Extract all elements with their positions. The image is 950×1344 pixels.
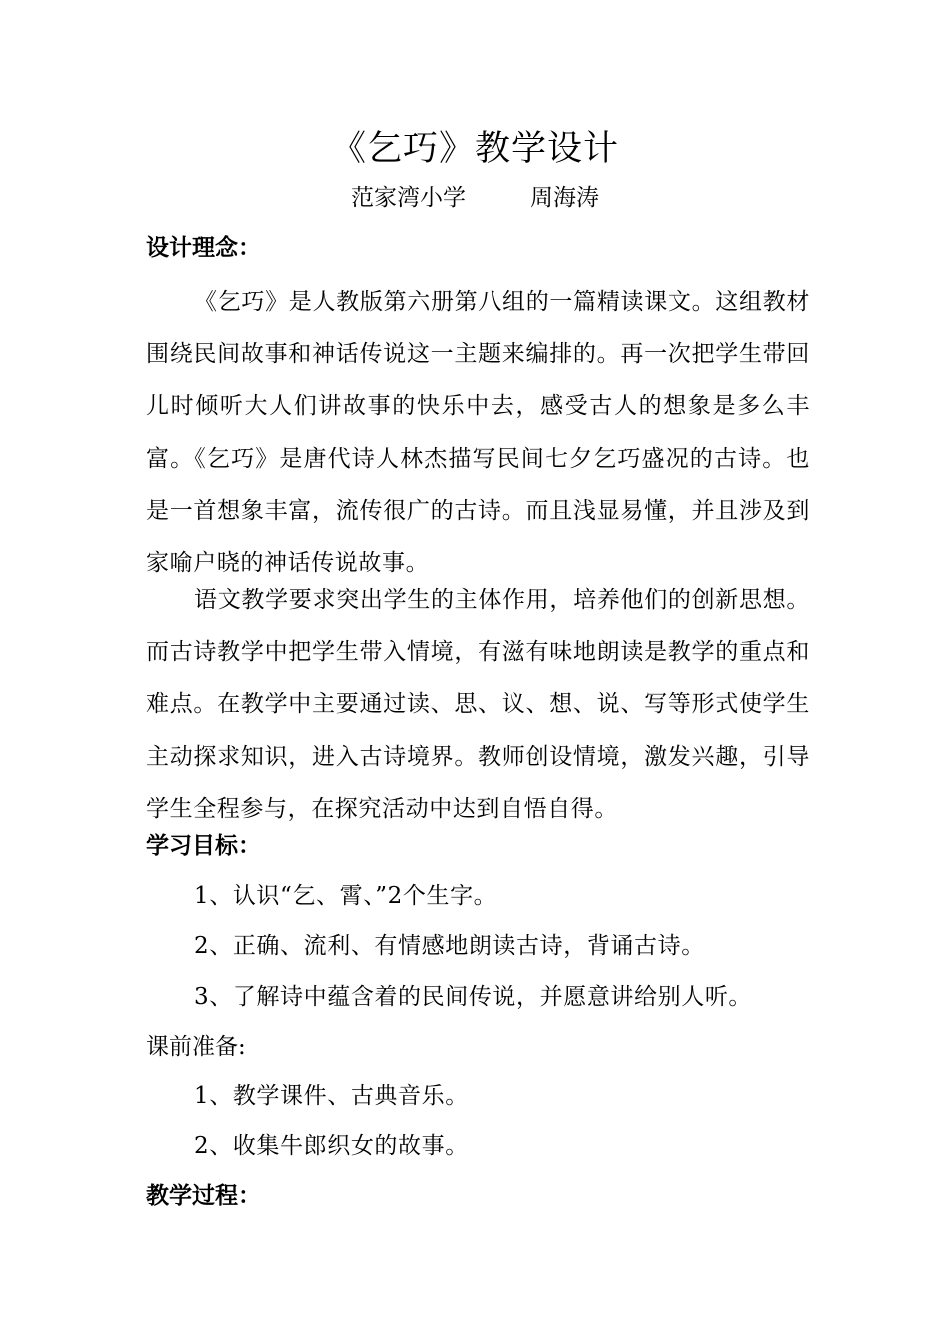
concept-paragraph-2: 语文教学要求突出学生的主体作用，培养他们的创新思想。而古诗教学中把学生带入情境，有滋有味地朗读是教学的重点和难点。在教学中主要通过读、思、议、想、说、写等形式使学生主动探求知识，进入古诗境界。教师创设情境，激发兴趣，引导学生全程参与，在探究活动中达到自悟自得。 (146, 587, 810, 822)
preparation-item-2: 2、收集牛郎织女的故事。 (194, 1133, 469, 1159)
school-name: 范家湾小学 (351, 185, 466, 211)
preparation-item-1: 1、教学课件、古典音乐。 (194, 1083, 469, 1109)
section-heading-preparation: 课前准备: (146, 1034, 246, 1060)
section-heading-goals: 学习目标： (146, 833, 261, 859)
document-title: 《乞巧》教学设计 (330, 129, 619, 169)
author-name: 周海涛 (530, 185, 599, 211)
goal-item-2: 2、正确、流利、有情感地朗读古诗，背诵古诗。 (194, 933, 705, 959)
section-heading-process: 教学过程： (146, 1183, 261, 1209)
goal-item-1: 1、认识“乞、霄、”2个生字。 (194, 883, 498, 909)
section-heading-concept: 设计理念： (146, 235, 261, 261)
goal-item-3: 3、了解诗中蕴含着的民间传说，并愿意讲给别人听。 (194, 984, 753, 1010)
byline (0, 178, 950, 218)
concept-paragraph-1: 《乞巧》是人教版第六册第八组的一篇精读课文。这组教材围绕民间故事和神话传说这一主题来编排的。再一次把学生带回儿时倾听大人们讲故事的快乐中去，感受古人的想象是多么丰富。《乞巧》是唐代诗人林杰描写民间七夕乞巧盛况的古诗。也是一首想象丰富，流传很广的古诗。而且浅显易懂，并且涉及到家喻户晓的神话传说故事。 (146, 289, 810, 577)
